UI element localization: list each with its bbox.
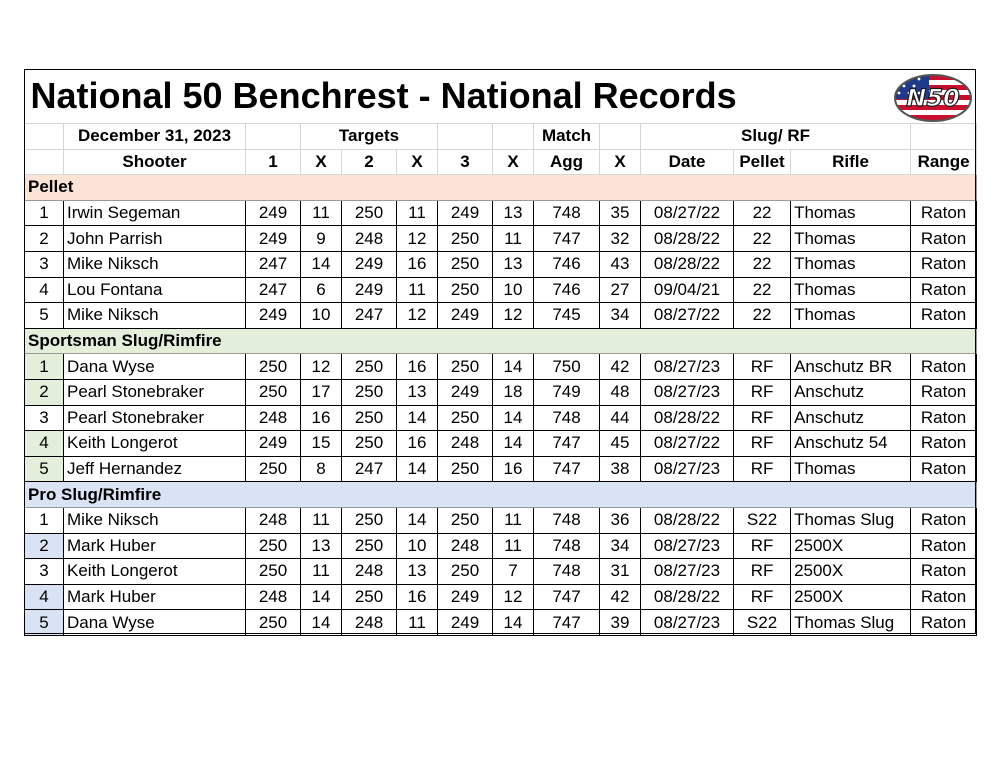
cell-x-3: 14	[493, 354, 534, 380]
cell-date: 08/27/23	[641, 354, 734, 380]
cell-shooter: Keith Longerot	[64, 431, 246, 457]
cell-target-2: 247	[342, 456, 397, 482]
cell-x-3: 18	[493, 379, 534, 405]
cell-target-1: 250	[246, 379, 301, 405]
cell-match-x: 35	[600, 200, 641, 226]
cell-target-3: 250	[438, 277, 493, 303]
header-date-col: Date	[641, 149, 734, 175]
cell-shooter: Jeff Hernandez	[64, 456, 246, 482]
cell-target-1: 249	[246, 303, 301, 329]
cell-x-1: 16	[301, 405, 342, 431]
cell-x-1: 12	[301, 354, 342, 380]
table-row	[25, 226, 977, 252]
header-rifle: Rifle	[791, 149, 911, 175]
cell-x-1: 11	[301, 559, 342, 585]
cell-date: 08/27/23	[641, 456, 734, 482]
cell-match-agg: 747	[534, 226, 600, 252]
cell-x-2: 10	[397, 533, 438, 559]
cell-match-x: 27	[600, 277, 641, 303]
cell-date: 08/27/23	[641, 610, 734, 636]
table-row	[25, 584, 977, 610]
cell-rifle: 2500X	[791, 559, 911, 585]
cell-match-x: 42	[600, 584, 641, 610]
cell-x-3: 7	[493, 559, 534, 585]
cell-match-agg: 746	[534, 277, 600, 303]
cell-x-3: 12	[493, 303, 534, 329]
cell-date: 08/27/22	[641, 431, 734, 457]
header-target-3: 3	[438, 149, 493, 175]
cell-match-agg: 748	[534, 200, 600, 226]
cell-pellet: RF	[734, 379, 791, 405]
cell-target-1: 250	[246, 559, 301, 585]
cell-match-agg: 750	[534, 354, 600, 380]
cell-x-2: 16	[397, 251, 438, 277]
cell-target-3: 248	[438, 431, 493, 457]
cell-shooter: Mike Niksch	[64, 303, 246, 329]
cell-rifle: Anschutz 54	[791, 431, 911, 457]
cell-date: 08/27/23	[641, 379, 734, 405]
cell-rank: 5	[25, 303, 64, 329]
table-row	[25, 354, 977, 380]
cell-pellet: RF	[734, 533, 791, 559]
cell-rifle: Thomas	[791, 456, 911, 482]
header-target-2: 2	[342, 149, 397, 175]
cell-target-2: 250	[342, 431, 397, 457]
table-row	[25, 431, 977, 457]
cell-rank: 5	[25, 610, 64, 636]
header-pellet: Pellet	[734, 149, 791, 175]
cell-rank: 4	[25, 431, 64, 457]
cell-match-x: 34	[600, 303, 641, 329]
cell-target-1: 248	[246, 405, 301, 431]
cell-x-3: 11	[493, 533, 534, 559]
header-blank	[493, 124, 534, 150]
cell-shooter: Lou Fontana	[64, 277, 246, 303]
cell-pellet: RF	[734, 431, 791, 457]
cell-target-2: 250	[342, 379, 397, 405]
cell-shooter: Keith Longerot	[64, 559, 246, 585]
cell-x-2: 12	[397, 303, 438, 329]
table-row	[25, 303, 977, 329]
cell-target-3: 249	[438, 610, 493, 636]
cell-x-2: 14	[397, 456, 438, 482]
cell-date: 08/28/22	[641, 584, 734, 610]
cell-match-agg: 748	[534, 559, 600, 585]
cell-pellet: RF	[734, 559, 791, 585]
cell-date: 08/27/23	[641, 559, 734, 585]
cell-x-1: 14	[301, 251, 342, 277]
header-row-1	[25, 124, 977, 150]
cell-x-1: 14	[301, 584, 342, 610]
cell-target-3: 250	[438, 405, 493, 431]
cell-shooter: Mark Huber	[64, 533, 246, 559]
cell-pellet: S22	[734, 507, 791, 533]
cell-x-1: 13	[301, 533, 342, 559]
cell-rifle: 2500X	[791, 533, 911, 559]
cell-match-agg: 747	[534, 431, 600, 457]
header-x-2: X	[397, 149, 438, 175]
cell-target-1: 248	[246, 507, 301, 533]
records-sheet	[24, 69, 976, 636]
cell-range: Raton	[911, 405, 977, 431]
section-title: Pellet	[25, 175, 977, 201]
cell-rifle: Thomas Slug	[791, 507, 911, 533]
cell-rifle: Thomas Slug	[791, 610, 911, 636]
cell-rank: 2	[25, 379, 64, 405]
header-blank	[25, 149, 64, 175]
cell-date: 08/27/22	[641, 303, 734, 329]
cell-range: Raton	[911, 303, 977, 329]
cell-date: 08/28/22	[641, 226, 734, 252]
section-title: Sportsman Slug/Rimfire	[25, 328, 977, 354]
cell-match-agg: 747	[534, 456, 600, 482]
cell-target-1: 249	[246, 226, 301, 252]
cell-rifle: Thomas	[791, 251, 911, 277]
cell-target-2: 248	[342, 610, 397, 636]
cell-shooter: John Parrish	[64, 226, 246, 252]
cell-match-agg: 747	[534, 584, 600, 610]
cell-date: 08/28/22	[641, 251, 734, 277]
cell-x-1: 11	[301, 507, 342, 533]
cell-target-1: 250	[246, 354, 301, 380]
cell-pellet: RF	[734, 354, 791, 380]
cell-target-2: 250	[342, 354, 397, 380]
cell-pellet: RF	[734, 405, 791, 431]
cell-x-3: 16	[493, 456, 534, 482]
cell-shooter: Mike Niksch	[64, 507, 246, 533]
header-date: December 31, 2023	[64, 124, 246, 150]
cell-target-3: 250	[438, 456, 493, 482]
cell-target-3: 248	[438, 533, 493, 559]
cell-target-1: 250	[246, 533, 301, 559]
cell-rank: 1	[25, 200, 64, 226]
cell-x-2: 13	[397, 379, 438, 405]
cell-range: Raton	[911, 200, 977, 226]
section-title: Pro Slug/Rimfire	[25, 482, 977, 508]
table-row	[25, 559, 977, 585]
cell-match-x: 36	[600, 507, 641, 533]
cell-rifle: Anschutz	[791, 405, 911, 431]
cell-match-x: 43	[600, 251, 641, 277]
cell-target-2: 248	[342, 226, 397, 252]
cell-target-3: 249	[438, 303, 493, 329]
cell-rifle: Thomas	[791, 277, 911, 303]
cell-shooter: Dana Wyse	[64, 610, 246, 636]
cell-range: Raton	[911, 584, 977, 610]
cell-target-3: 250	[438, 226, 493, 252]
cell-match-agg: 748	[534, 507, 600, 533]
table-row	[25, 507, 977, 533]
cell-range: Raton	[911, 379, 977, 405]
table-row	[25, 277, 977, 303]
cell-shooter: Dana Wyse	[64, 354, 246, 380]
cell-x-2: 14	[397, 405, 438, 431]
cell-target-3: 250	[438, 559, 493, 585]
cell-pellet: RF	[734, 584, 791, 610]
cell-match-agg: 748	[534, 405, 600, 431]
section-header-sport	[25, 328, 977, 354]
cell-rifle: 2500X	[791, 584, 911, 610]
cell-target-1: 250	[246, 610, 301, 636]
cell-shooter: Pearl Stonebraker	[64, 379, 246, 405]
cell-date: 08/27/23	[641, 533, 734, 559]
cell-target-1: 247	[246, 277, 301, 303]
cell-pellet: 22	[734, 200, 791, 226]
header-blank	[600, 124, 641, 150]
cell-x-3: 11	[493, 226, 534, 252]
cell-x-1: 11	[301, 200, 342, 226]
table-row	[25, 456, 977, 482]
cell-date: 08/28/22	[641, 405, 734, 431]
cell-target-1: 248	[246, 584, 301, 610]
cell-target-2: 249	[342, 277, 397, 303]
cell-rank: 1	[25, 354, 64, 380]
cell-target-1: 249	[246, 200, 301, 226]
cell-target-2: 250	[342, 584, 397, 610]
cell-rank: 5	[25, 456, 64, 482]
cell-match-x: 45	[600, 431, 641, 457]
header-blank	[25, 124, 64, 150]
cell-match-x: 34	[600, 533, 641, 559]
cell-range: Raton	[911, 507, 977, 533]
header-x-3: X	[493, 149, 534, 175]
cell-rank: 3	[25, 559, 64, 585]
cell-date: 08/28/22	[641, 507, 734, 533]
table-row	[25, 200, 977, 226]
header-targets: Targets	[301, 124, 438, 150]
cell-x-3: 14	[493, 610, 534, 636]
n50-logo-icon	[889, 71, 977, 123]
cell-target-3: 250	[438, 507, 493, 533]
cell-x-1: 17	[301, 379, 342, 405]
cell-shooter: Irwin Segeman	[64, 200, 246, 226]
cell-match-x: 38	[600, 456, 641, 482]
cell-match-x: 39	[600, 610, 641, 636]
cell-x-2: 11	[397, 610, 438, 636]
cell-rank: 1	[25, 507, 64, 533]
cell-x-2: 16	[397, 431, 438, 457]
section-header-pellet	[25, 175, 977, 201]
cell-x-2: 11	[397, 277, 438, 303]
cell-match-x: 32	[600, 226, 641, 252]
header-match: Match	[534, 124, 600, 150]
cell-date: 08/27/22	[641, 200, 734, 226]
cell-x-3: 14	[493, 431, 534, 457]
cell-x-2: 12	[397, 226, 438, 252]
header-blank	[911, 124, 977, 150]
cell-x-3: 13	[493, 200, 534, 226]
table-row	[25, 379, 977, 405]
cell-shooter: Mark Huber	[64, 584, 246, 610]
cell-range: Raton	[911, 251, 977, 277]
cell-pellet: 22	[734, 277, 791, 303]
cell-match-agg: 749	[534, 379, 600, 405]
header-blank	[438, 124, 493, 150]
table-row	[25, 610, 977, 636]
header-shooter: Shooter	[64, 149, 246, 175]
cell-target-2: 250	[342, 405, 397, 431]
header-blank	[246, 124, 301, 150]
cell-match-agg: 748	[534, 533, 600, 559]
cell-rank: 4	[25, 277, 64, 303]
cell-x-3: 14	[493, 405, 534, 431]
cell-target-2: 250	[342, 507, 397, 533]
cell-x-1: 10	[301, 303, 342, 329]
cell-x-2: 14	[397, 507, 438, 533]
table-row	[25, 405, 977, 431]
logo-text: N50	[905, 84, 960, 112]
cell-rifle: Anschutz BR	[791, 354, 911, 380]
cell-x-2: 16	[397, 354, 438, 380]
cell-range: Raton	[911, 456, 977, 482]
cell-pellet: 22	[734, 251, 791, 277]
header-target-1: 1	[246, 149, 301, 175]
cell-rifle: Thomas	[791, 200, 911, 226]
cell-range: Raton	[911, 431, 977, 457]
cell-range: Raton	[911, 533, 977, 559]
cell-rank: 2	[25, 533, 64, 559]
table-row	[25, 533, 977, 559]
cell-match-x: 48	[600, 379, 641, 405]
cell-rifle: Thomas	[791, 226, 911, 252]
cell-target-2: 250	[342, 200, 397, 226]
table-row	[25, 251, 977, 277]
cell-x-3: 12	[493, 584, 534, 610]
cell-x-1: 6	[301, 277, 342, 303]
cell-match-agg: 746	[534, 251, 600, 277]
cell-target-1: 247	[246, 251, 301, 277]
header-x-agg: X	[600, 149, 641, 175]
cell-rank: 3	[25, 405, 64, 431]
cell-x-3: 13	[493, 251, 534, 277]
cell-target-2: 247	[342, 303, 397, 329]
cell-x-3: 10	[493, 277, 534, 303]
cell-pellet: 22	[734, 226, 791, 252]
header-row-2	[25, 149, 977, 175]
cell-x-3: 11	[493, 507, 534, 533]
header-slug-rf: Slug/ RF	[641, 124, 911, 150]
cell-rank: 3	[25, 251, 64, 277]
cell-range: Raton	[911, 610, 977, 636]
cell-rank: 4	[25, 584, 64, 610]
cell-target-3: 250	[438, 251, 493, 277]
cell-pellet: S22	[734, 610, 791, 636]
title-row	[25, 69, 977, 124]
cell-x-1: 9	[301, 226, 342, 252]
cell-target-3: 249	[438, 200, 493, 226]
cell-rifle: Thomas	[791, 303, 911, 329]
cell-range: Raton	[911, 354, 977, 380]
cell-target-3: 250	[438, 354, 493, 380]
cell-x-2: 16	[397, 584, 438, 610]
cell-match-agg: 745	[534, 303, 600, 329]
header-agg: Agg	[534, 149, 600, 175]
cell-target-2: 250	[342, 533, 397, 559]
cell-match-agg: 747	[534, 610, 600, 636]
header-x-1: X	[301, 149, 342, 175]
cell-rank: 2	[25, 226, 64, 252]
cell-range: Raton	[911, 277, 977, 303]
cell-range: Raton	[911, 226, 977, 252]
section-header-pro	[25, 482, 977, 508]
cell-target-2: 249	[342, 251, 397, 277]
cell-range: Raton	[911, 559, 977, 585]
cell-pellet: 22	[734, 303, 791, 329]
page-title: National 50 Benchrest - National Records	[30, 75, 737, 116]
cell-target-3: 249	[438, 584, 493, 610]
cell-x-2: 11	[397, 200, 438, 226]
cell-x-1: 8	[301, 456, 342, 482]
logo-cell	[791, 69, 977, 124]
cell-match-x: 44	[600, 405, 641, 431]
header-range: Range	[911, 149, 977, 175]
cell-pellet: RF	[734, 456, 791, 482]
cell-shooter: Pearl Stonebraker	[64, 405, 246, 431]
cell-shooter: Mike Niksch	[64, 251, 246, 277]
cell-match-x: 42	[600, 354, 641, 380]
cell-x-2: 13	[397, 559, 438, 585]
cell-x-1: 14	[301, 610, 342, 636]
cell-rifle: Anschutz	[791, 379, 911, 405]
cell-target-1: 249	[246, 431, 301, 457]
cell-target-3: 249	[438, 379, 493, 405]
cell-target-1: 250	[246, 456, 301, 482]
cell-match-x: 31	[600, 559, 641, 585]
cell-x-1: 15	[301, 431, 342, 457]
cell-date: 09/04/21	[641, 277, 734, 303]
records-table	[24, 69, 977, 636]
cell-target-2: 248	[342, 559, 397, 585]
